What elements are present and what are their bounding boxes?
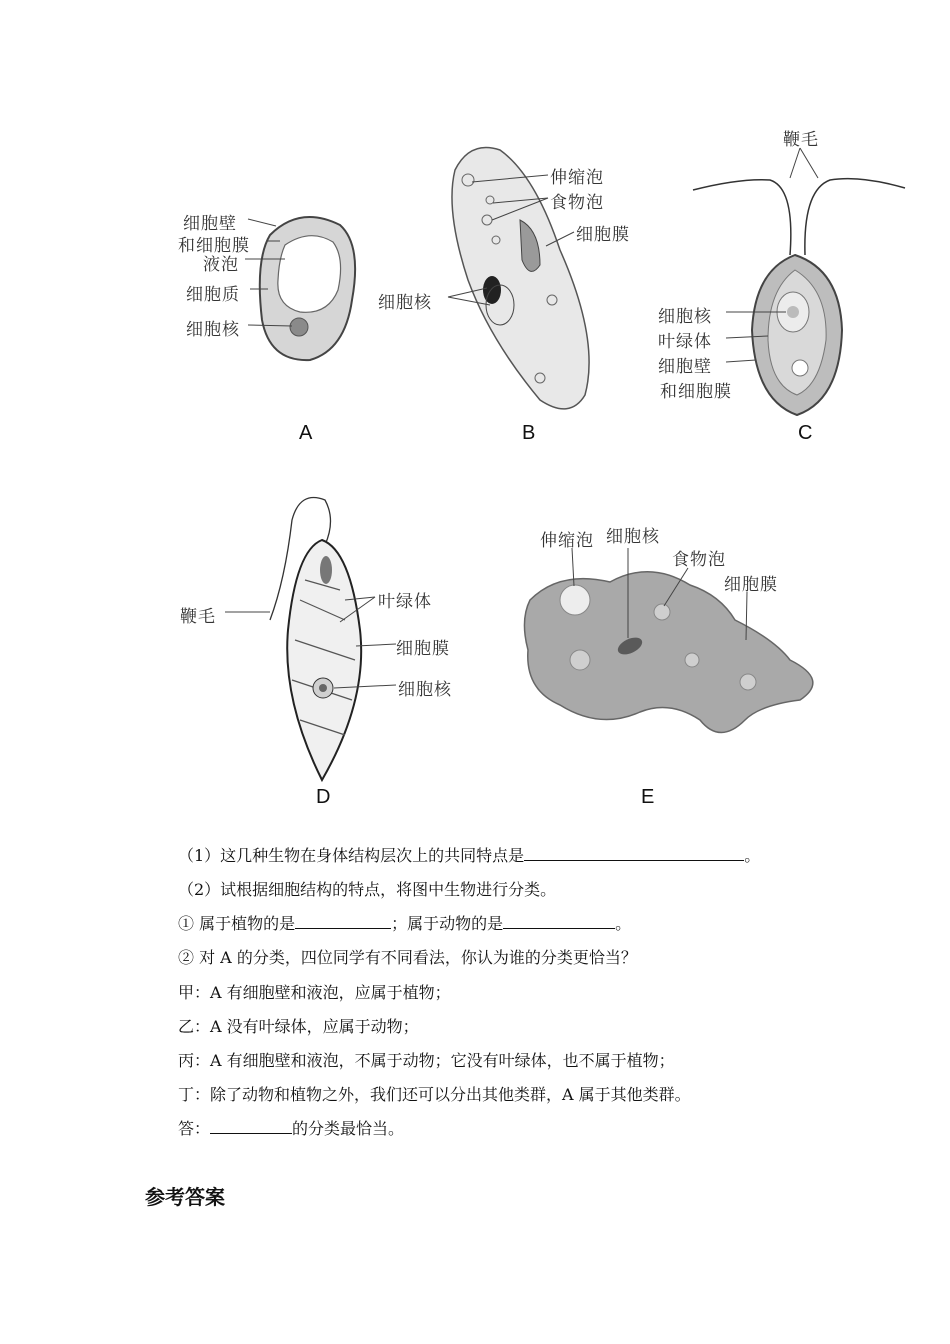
label-c-cell-wall: 细胞壁 bbox=[658, 357, 712, 377]
opinion-jia: 甲：A 有细胞壁和液泡，应属于植物； bbox=[178, 983, 451, 1002]
question-2: （2）试根据细胞结构的特点，将图中生物进行分类。 bbox=[178, 880, 557, 899]
answer-blank-animals[interactable] bbox=[503, 913, 615, 929]
caption-d: D bbox=[316, 786, 331, 808]
caption-c: C bbox=[798, 422, 813, 444]
label-d-nucleus: 细胞核 bbox=[398, 680, 452, 700]
label-b-cell-membrane: 细胞膜 bbox=[576, 225, 630, 245]
answer-blank-plants[interactable] bbox=[295, 913, 391, 929]
label-a-vacuole: 液泡 bbox=[203, 255, 239, 275]
opinion-yi: 乙：A 没有叶绿体，应属于动物； bbox=[178, 1017, 419, 1036]
caption-b: B bbox=[522, 422, 536, 444]
figure-a-cell bbox=[245, 217, 355, 360]
label-e-food-vacuole: 食物泡 bbox=[672, 550, 726, 570]
answer-blank-1[interactable] bbox=[524, 845, 744, 861]
label-e-cell-membrane: 细胞膜 bbox=[724, 575, 778, 595]
figure-d-euglena bbox=[225, 498, 396, 781]
label-a-cell-wall: 细胞壁 bbox=[183, 214, 237, 234]
question-2a: ① 属于植物的是 ；属于动物的是 。 bbox=[178, 914, 632, 933]
label-d-cell-membrane: 细胞膜 bbox=[396, 639, 450, 659]
opinion-bing: 丙：A 有细胞壁和液泡，不属于动物；它没有叶绿体，也不属于植物； bbox=[178, 1051, 675, 1070]
label-c-chloroplast: 叶绿体 bbox=[658, 332, 712, 352]
answer-blank-best[interactable] bbox=[210, 1118, 292, 1134]
question-1: （1）这几种生物在身体结构层次上的共同特点是 。 bbox=[178, 846, 761, 865]
label-d-chloroplast: 叶绿体 bbox=[378, 592, 432, 612]
label-b-contractile-vacuole: 伸缩泡 bbox=[550, 168, 604, 188]
label-e-nucleus: 细胞核 bbox=[606, 527, 660, 547]
label-c-flagellum: 鞭毛 bbox=[783, 130, 819, 150]
figure-c-chlamydomonas bbox=[693, 148, 905, 415]
section-heading: 参考答案 bbox=[145, 1185, 225, 1209]
label-b-nucleus: 细胞核 bbox=[378, 293, 432, 313]
caption-e: E bbox=[641, 786, 655, 808]
label-c-nucleus: 细胞核 bbox=[658, 307, 712, 327]
label-e-contractile-vacuole: 伸缩泡 bbox=[540, 531, 594, 551]
opinion-ding: 丁：除了动物和植物之外，我们还可以分出其他类群，A 属于其他类群。 bbox=[178, 1085, 691, 1104]
label-d-flagellum: 鞭毛 bbox=[180, 607, 216, 627]
label-b-food-vacuole: 食物泡 bbox=[550, 193, 604, 213]
label-c-cell-membrane: 和细胞膜 bbox=[660, 382, 732, 402]
label-a-cell-membrane: 和细胞膜 bbox=[178, 236, 250, 256]
answer-line: 答： 的分类最恰当。 bbox=[178, 1119, 405, 1138]
caption-a: A bbox=[299, 422, 313, 444]
label-a-nucleus: 细胞核 bbox=[186, 320, 240, 340]
question-2b: ② 对 A 的分类，四位同学有不同看法，你认为谁的分类更恰当？ bbox=[178, 948, 637, 967]
label-a-cytoplasm: 细胞质 bbox=[186, 285, 240, 305]
